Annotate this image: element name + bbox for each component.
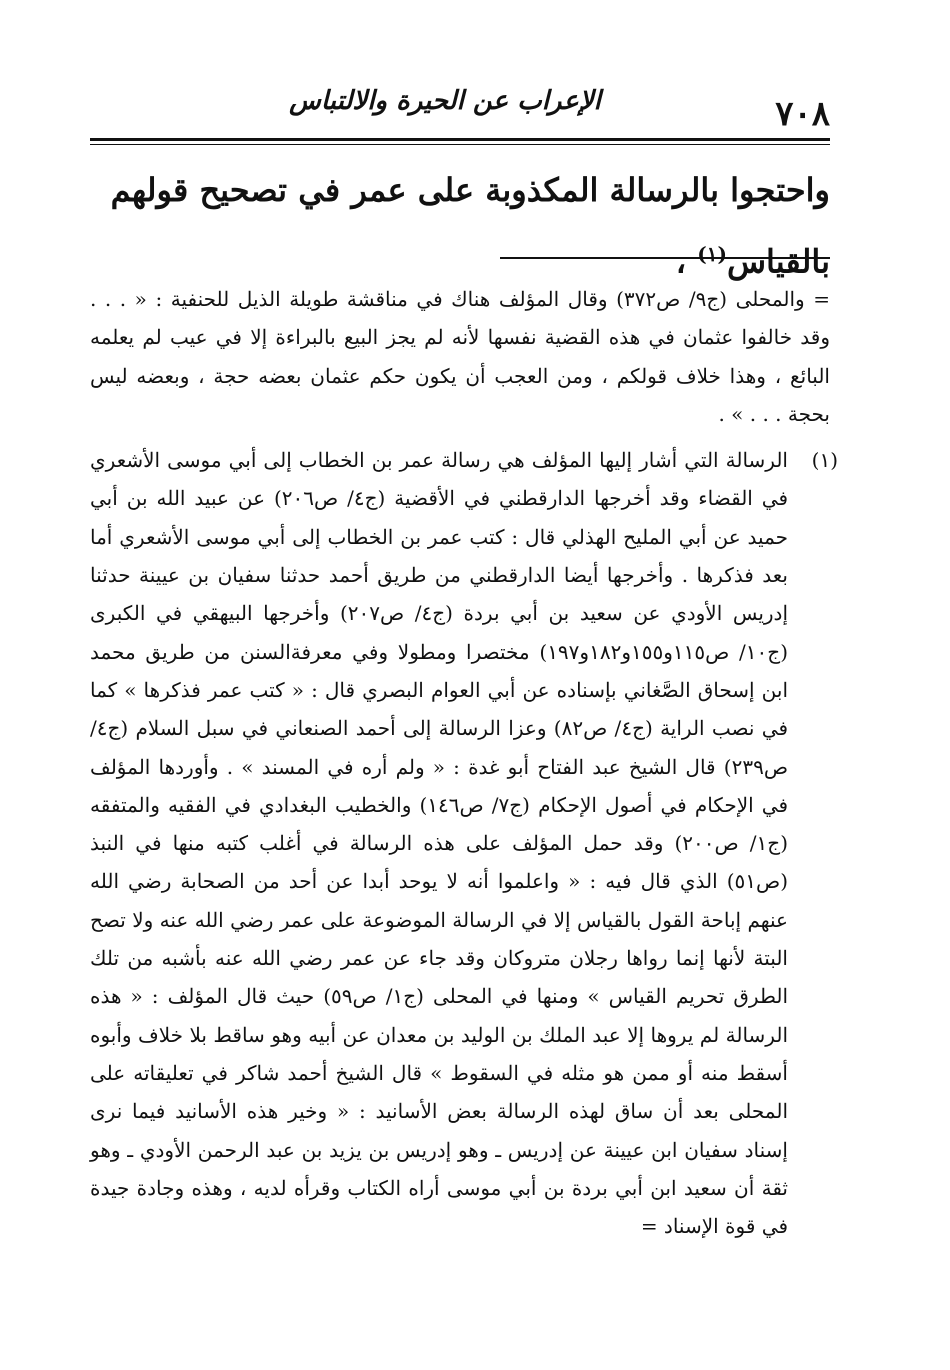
running-header [90,86,830,146]
page-number: ٧٠٨ [775,94,830,134]
footnote-reference[interactable]: (١) [697,242,727,266]
footnote-1-text: الرسالة التي أشار إليها المؤلف هي رسالة عمر بن الخطاب إلى أبي موسى الأشعري في القضاء وقد أخرجها الدارقطني في الأقضية (ج٤/ ص٢٠٦) عن عبيد الله بن أبي حميد عن أبي المليح الهذلي قال : كتب عمر بن الخطاب إلى أبي موسى الأشعري أما بعد فذكرها . وأخرجها أيضا الدارقطني من طريق أحمد حدثنا سفيان بن عيينة حدثنا إدريس الأودي عن سعيد بن أبي بردة (ج٤/ ص٢٠٧) وأخرجها البيهقي في الكبرى (ج١٠/ ص١١٥و١٥٥و١٨٢و١٩٧) مختصرا ومطولا وفي معرفةالسنن من طريق محمد ابن إسحاق الصَّغاني بإسناده عن أبي العوام البصري قال : « كتب عمر فذكرها » كما في نصب الراية (ج٤/ ص٨٢) وعزا الرسالة إلى أحمد الصنعاني في سبل السلام (ج٤/ ص٢٣٩) قال الشيخ عبد الفتاح أبو غدة : « ولم أره في المسند » . وأوردها المؤلف في الإحكام في أصول الإحكام (ج٧/ ص١٤٦) والخطيب البغدادي في الفقيه والمتفقه (ج١/ ص٢٠٠) وقد حمل المؤلف على هذه الرسالة في أغلب كتبه منها في النبذ (ص٥١) الذي قال فيه : « واعلموا أنه لا يوحد أبدا عن أحد من الصحابة رضي الله عنهم إباحة القول بالقياس إلا في الرسالة الموضوعة على عمر رضي الله عنه ولا تصح البتة لأنها إنما رواها رجلان متروكان وقد جاء عن عمر رضي الله عنه بأشبه من تلك الطرق تحريم القياس » ومنها في المحلى (ج١/ ص٥٩) حيث قال المؤلف : « هذه الرسالة لم يروها إلا عبد الملك بن الوليد بن معدان عن أبيه وهو ساقط بلا خلاف وأبوه أسقط منه أو ممن هو مثله في السقوط » قال الشيخ أحمد شاكر في تعليقاته على المحلى بعد أن ساق لهذه الرسالة بعض الأسانيد : « وخير هذه الأسانيد فيما نرى إسناد سفيان ابن عيينة عن إدريس ـ وهو إدريس بن يزيد بن عبد الرحمن الأودي ـ وهو ثقة أن سعيد ابن أبي بردة بن أبي موسى أراه الكتاب وقرأه لديه ، وهذه وجادة جيدة في قوة الإسناد = [90,448,789,1239]
main-text-body: واحتجوا بالرسالة المكذوبة على عمر في تصحيح قولهم بالقياس [110,171,830,281]
header-rule [90,138,830,145]
main-text-tail: ، [675,242,698,281]
footnote-continuation: = والمحلى (ج٩/ ص٣٧٢) وقال المؤلف هناك في مناقشة طويلة الذيل للحنفية : « . . . وقد خالفوا عثمان في هذه القضية نفسها لأنه لم يجز البيع بالبراءة إلا في عيب لم يعلمه البائع ، وهذا خلاف قولكم ، ومن العجب أن يكون حكم عثمان بعضه حجة ، وبعضه ليس بحجة . . . » . [90,287,830,426]
footnote-1-marker: (١) [811,448,838,473]
footnote-separator [500,257,830,259]
footnotes [90,280,838,1245]
running-title: الإعراب عن الحيرة والالتباس [289,86,601,116]
main-text [90,158,830,294]
footnote-1 [90,441,838,1245]
